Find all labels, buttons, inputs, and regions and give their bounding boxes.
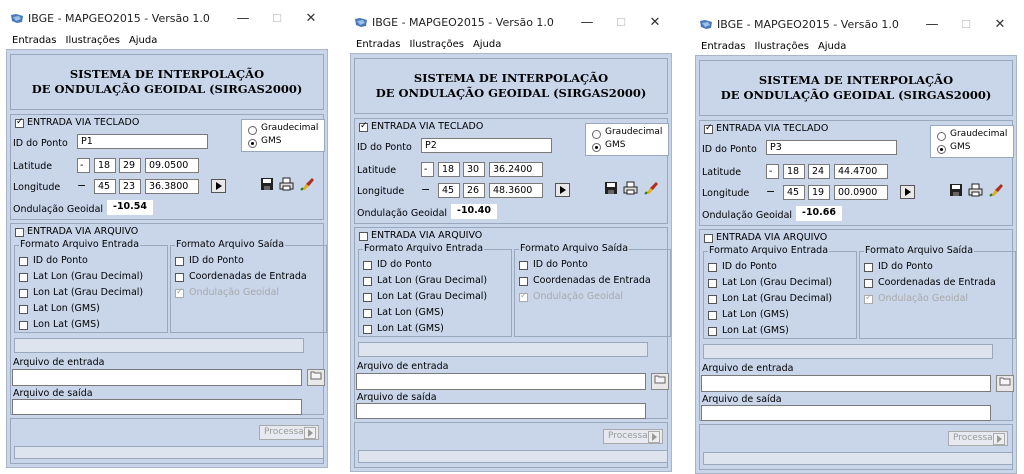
in-opt-checkbox-2[interactable] — [19, 273, 28, 282]
maximize-icon[interactable]: ☐ — [272, 12, 282, 25]
in-opt-checkbox-2[interactable] — [708, 279, 717, 288]
geoid-undulation-label: Ondulação Geoidal — [13, 204, 104, 215]
save-icon[interactable] — [602, 181, 619, 196]
save-icon[interactable] — [258, 177, 275, 192]
geoid-undulation-value: -10.40 — [451, 204, 497, 219]
file-entry-label: ENTRADA VIA ARQUIVO — [716, 232, 828, 243]
graudecimal-label: Graudecimal — [605, 127, 663, 137]
longitude-sign: − — [77, 179, 87, 192]
in-opt-checkbox-4[interactable] — [363, 309, 372, 318]
longitude-label: Longitude — [13, 182, 61, 193]
system-header — [10, 54, 324, 110]
in-opt-label-5: Lon Lat (GMS) — [722, 325, 789, 336]
output-format-group — [170, 239, 327, 333]
process-button-label: Processa — [608, 431, 648, 441]
output-format-title: Formato Arquivo Saída — [520, 243, 629, 254]
status-bar-field — [14, 338, 304, 353]
longitude-degrees-input[interactable]: 45 — [94, 179, 116, 194]
progress-bar — [703, 452, 1013, 465]
longitude-seconds-input[interactable]: 00.0900 — [834, 185, 888, 200]
window-title: IBGE - MAPGEO2015 - Versão 1.0 — [28, 12, 210, 25]
print-icon[interactable] — [278, 177, 295, 192]
client-area — [6, 49, 328, 468]
latitude-minutes-input[interactable]: 24 — [808, 164, 830, 179]
longitude-sign: − — [766, 185, 776, 198]
menu-bar — [695, 37, 1017, 55]
process-panel — [10, 418, 324, 464]
input-format-group — [358, 243, 512, 337]
longitude-label: Longitude — [357, 186, 405, 197]
point-id-label: ID do Ponto — [357, 142, 412, 153]
latitude-label: Latitude — [357, 165, 397, 176]
file-entry-panel — [699, 229, 1013, 421]
latitude-degrees-input[interactable]: 18 — [94, 158, 116, 173]
out-opt-label-3: Ondulação Geoidal — [878, 293, 969, 304]
in-opt-checkbox-5[interactable] — [363, 325, 372, 334]
menu-ajuda[interactable]: Ajuda — [128, 34, 158, 46]
in-opt-label-1: ID do Ponto — [377, 259, 432, 270]
coordinate-format-group — [585, 123, 669, 156]
latitude-degrees-input[interactable]: 18 — [783, 164, 805, 179]
process-arrow-icon — [993, 433, 1005, 445]
mapgeo-window-2 — [350, 10, 672, 472]
keyboard-entry-panel — [354, 118, 668, 224]
status-bar-field — [358, 342, 648, 357]
output-file-label: Arquivo de saída — [702, 394, 782, 405]
latitude-minutes-input[interactable]: 29 — [119, 158, 141, 173]
longitude-seconds-input[interactable]: 36.3800 — [145, 179, 199, 194]
process-button[interactable] — [948, 431, 1008, 446]
input-file-label: Arquivo de entrada — [13, 357, 105, 368]
keyboard-entry-checkbox[interactable] — [704, 125, 713, 134]
latitude-minutes-input[interactable]: 30 — [463, 162, 485, 177]
process-panel — [699, 424, 1013, 470]
open-folder-icon[interactable] — [996, 375, 1014, 392]
longitude-minutes-input[interactable]: 23 — [119, 179, 141, 194]
in-opt-label-5: Lon Lat (GMS) — [377, 323, 444, 334]
in-opt-checkbox-4[interactable] — [19, 305, 28, 314]
longitude-degrees-input[interactable]: 45 — [783, 185, 805, 200]
keyboard-entry-panel — [10, 114, 324, 220]
calculate-button[interactable] — [211, 179, 226, 193]
process-button[interactable] — [603, 429, 663, 444]
in-opt-label-2: Lat Lon (Grau Decimal) — [33, 271, 144, 282]
out-opt-checkbox-3[interactable] — [519, 293, 528, 302]
latitude-label: Latitude — [702, 167, 742, 178]
gms-radio[interactable] — [248, 139, 257, 148]
progress-bar — [358, 450, 668, 463]
header-line-2: DE ONDULAÇÃO GEOIDAL (SIRGAS2000) — [375, 86, 647, 100]
latitude-seconds-input[interactable]: 44.4700 — [834, 164, 888, 179]
process-arrow-icon — [648, 431, 660, 443]
menu-ajuda[interactable]: Ajuda — [472, 38, 502, 50]
input-file-label: Arquivo de entrada — [357, 361, 449, 372]
longitude-seconds-input[interactable]: 48.3600 — [489, 183, 543, 198]
title-bar — [695, 12, 1017, 37]
out-opt-checkbox-3[interactable] — [864, 295, 873, 304]
graudecimal-radio[interactable] — [937, 132, 946, 141]
print-icon[interactable] — [622, 181, 639, 196]
in-opt-label-1: ID do Ponto — [33, 255, 88, 266]
graudecimal-radio[interactable] — [592, 130, 601, 139]
in-opt-label-4: Lat Lon (GMS) — [33, 303, 100, 314]
out-opt-label-1: ID do Ponto — [878, 261, 933, 272]
clear-icon[interactable] — [988, 183, 1005, 198]
file-entry-checkbox[interactable] — [359, 232, 368, 241]
in-opt-checkbox-1[interactable] — [708, 263, 717, 272]
latitude-seconds-input[interactable]: 09.0500 — [145, 158, 199, 173]
point-id-input[interactable]: P3 — [766, 140, 897, 155]
graudecimal-label: Graudecimal — [950, 129, 1008, 139]
save-icon[interactable] — [947, 183, 964, 198]
out-opt-checkbox-1[interactable] — [175, 257, 184, 266]
coordinate-format-group — [930, 125, 1014, 158]
calculate-button[interactable] — [900, 185, 915, 199]
in-opt-label-4: Lat Lon (GMS) — [377, 307, 444, 318]
minimize-icon[interactable]: — — [580, 15, 594, 30]
maximize-icon[interactable]: ☐ — [616, 16, 626, 29]
gms-label: GMS — [950, 142, 971, 152]
window-title: IBGE - MAPGEO2015 - Versão 1.0 — [717, 18, 899, 31]
in-opt-checkbox-3[interactable] — [19, 289, 28, 298]
header-line-2: DE ONDULAÇÃO GEOIDAL (SIRGAS2000) — [31, 82, 303, 96]
in-opt-checkbox-3[interactable] — [363, 293, 372, 302]
header-line-1: SISTEMA DE INTERPOLAÇÃO — [413, 71, 609, 85]
menu-ilustracoes[interactable]: Ilustrações — [754, 40, 809, 52]
maximize-icon[interactable]: ☐ — [961, 18, 971, 31]
keyboard-entry-checkbox[interactable] — [15, 119, 24, 128]
graudecimal-radio[interactable] — [248, 126, 257, 135]
input-format-group — [703, 245, 857, 339]
mapgeo-window-3 — [695, 12, 1017, 474]
output-format-title: Formato Arquivo Saída — [176, 239, 285, 250]
minimize-icon[interactable]: — — [236, 11, 250, 26]
keyboard-entry-checkbox[interactable] — [359, 123, 368, 132]
keyboard-entry-label: ENTRADA VIA TECLADO — [27, 117, 140, 128]
point-id-input[interactable]: P1 — [77, 134, 208, 149]
longitude-degrees-input[interactable]: 45 — [438, 183, 460, 198]
process-button-label: Processa — [953, 433, 993, 443]
close-icon[interactable]: ✕ — [649, 15, 661, 30]
header-line-1: SISTEMA DE INTERPOLAÇÃO — [69, 67, 265, 81]
app-icon — [10, 13, 24, 24]
status-bar-field — [703, 344, 993, 359]
output-format-group — [514, 243, 671, 337]
output-file-label: Arquivo de saída — [357, 392, 437, 403]
output-file-label: Arquivo de saída — [13, 388, 93, 399]
minimize-icon[interactable]: — — [925, 17, 939, 32]
input-file-field[interactable] — [701, 375, 991, 392]
in-opt-label-4: Lat Lon (GMS) — [722, 309, 789, 320]
geoid-undulation-value: -10.54 — [107, 200, 153, 215]
input-format-title: Formato Arquivo Entrada — [364, 243, 484, 254]
out-opt-label-2: Coordenadas de Entrada — [189, 271, 307, 282]
file-entry-panel — [10, 223, 324, 415]
out-opt-checkbox-2[interactable] — [864, 279, 873, 288]
app-icon — [354, 17, 368, 28]
out-opt-checkbox-3[interactable] — [175, 289, 184, 298]
gms-radio[interactable] — [592, 143, 601, 152]
out-opt-checkbox-1[interactable] — [519, 261, 528, 270]
menu-entradas[interactable]: Entradas — [12, 34, 57, 46]
menu-entradas[interactable]: Entradas — [701, 40, 746, 52]
open-folder-icon[interactable] — [307, 369, 325, 386]
close-icon[interactable]: ✕ — [305, 11, 317, 26]
latitude-sign-input[interactable]: - — [766, 164, 779, 179]
latitude-sign-input[interactable]: - — [421, 162, 434, 177]
out-opt-label-1: ID do Ponto — [189, 255, 244, 266]
out-opt-label-3: Ondulação Geoidal — [533, 291, 624, 302]
latitude-seconds-input[interactable]: 36.2400 — [489, 162, 543, 177]
geoid-undulation-value: -10.66 — [796, 206, 842, 221]
mapgeo-window-1 — [6, 6, 328, 468]
header-line-1: SISTEMA DE INTERPOLAÇÃO — [758, 73, 954, 87]
in-opt-label-3: Lon Lat (Grau Decimal) — [33, 287, 144, 298]
close-icon[interactable]: ✕ — [994, 17, 1006, 32]
out-opt-checkbox-2[interactable] — [519, 277, 528, 286]
point-id-input[interactable]: P2 — [421, 138, 552, 153]
calculate-button[interactable] — [555, 183, 570, 197]
window-title: IBGE - MAPGEO2015 - Versão 1.0 — [372, 16, 554, 29]
longitude-minutes-input[interactable]: 26 — [463, 183, 485, 198]
menu-ajuda[interactable]: Ajuda — [817, 40, 847, 52]
process-arrow-icon — [304, 427, 316, 439]
title-bar — [6, 6, 328, 31]
menu-bar — [350, 35, 672, 53]
latitude-sign-input[interactable]: - — [77, 158, 90, 173]
point-id-label: ID do Ponto — [13, 138, 68, 149]
menu-bar — [6, 31, 328, 49]
print-icon[interactable] — [967, 183, 984, 198]
input-file-field[interactable] — [12, 369, 302, 386]
file-entry-checkbox[interactable] — [15, 228, 24, 237]
out-opt-label-1: ID do Ponto — [533, 259, 588, 270]
file-entry-label: ENTRADA VIA ARQUIVO — [371, 230, 483, 241]
client-area — [695, 55, 1017, 474]
in-opt-checkbox-4[interactable] — [708, 311, 717, 320]
system-header — [699, 60, 1013, 116]
progress-bar — [14, 446, 324, 459]
output-file-field[interactable] — [356, 403, 646, 419]
out-opt-label-2: Coordenadas de Entrada — [533, 275, 651, 286]
client-area — [350, 53, 672, 472]
in-opt-label-3: Lon Lat (Grau Decimal) — [377, 291, 488, 302]
gms-label: GMS — [605, 140, 626, 150]
in-opt-checkbox-1[interactable] — [19, 257, 28, 266]
geoid-undulation-label: Ondulação Geoidal — [702, 210, 793, 221]
clear-icon[interactable] — [299, 177, 316, 192]
system-header — [354, 58, 668, 114]
longitude-sign: − — [421, 183, 431, 196]
in-opt-label-2: Lat Lon (Grau Decimal) — [377, 275, 488, 286]
coordinate-format-group — [241, 119, 325, 152]
out-opt-label-2: Coordenadas de Entrada — [878, 277, 996, 288]
menu-ilustracoes[interactable]: Ilustrações — [409, 38, 464, 50]
in-opt-checkbox-2[interactable] — [363, 277, 372, 286]
menu-entradas[interactable]: Entradas — [356, 38, 401, 50]
gms-radio[interactable] — [937, 145, 946, 154]
latitude-degrees-input[interactable]: 18 — [438, 162, 460, 177]
process-button[interactable] — [259, 425, 319, 440]
input-format-title: Formato Arquivo Entrada — [709, 245, 829, 256]
output-format-title: Formato Arquivo Saída — [865, 245, 974, 256]
in-opt-checkbox-5[interactable] — [708, 327, 717, 336]
point-id-label: ID do Ponto — [702, 144, 757, 155]
output-format-group — [859, 245, 1016, 339]
out-opt-checkbox-1[interactable] — [864, 263, 873, 272]
input-format-group — [14, 239, 168, 333]
out-opt-checkbox-2[interactable] — [175, 273, 184, 282]
input-file-field[interactable] — [356, 373, 646, 390]
menu-ilustracoes[interactable]: Ilustrações — [65, 34, 120, 46]
gms-label: GMS — [261, 136, 282, 146]
in-opt-checkbox-3[interactable] — [708, 295, 717, 304]
keyboard-entry-panel — [699, 120, 1013, 226]
keyboard-entry-label: ENTRADA VIA TECLADO — [716, 123, 829, 134]
in-opt-label-2: Lat Lon (Grau Decimal) — [722, 277, 833, 288]
in-opt-label-5: Lon Lat (GMS) — [33, 319, 100, 330]
in-opt-checkbox-5[interactable] — [19, 321, 28, 330]
in-opt-checkbox-1[interactable] — [363, 261, 372, 270]
output-file-field[interactable] — [12, 399, 302, 415]
file-entry-checkbox[interactable] — [704, 234, 713, 243]
latitude-label: Latitude — [13, 161, 53, 172]
output-file-field[interactable] — [701, 405, 991, 421]
file-entry-label: ENTRADA VIA ARQUIVO — [27, 226, 139, 237]
out-opt-label-3: Ondulação Geoidal — [189, 287, 280, 298]
graudecimal-label: Graudecimal — [261, 123, 319, 133]
title-bar — [350, 10, 672, 35]
file-entry-panel — [354, 227, 668, 419]
process-panel — [354, 422, 668, 468]
longitude-minutes-input[interactable]: 19 — [808, 185, 830, 200]
in-opt-label-3: Lon Lat (Grau Decimal) — [722, 293, 833, 304]
process-button-label: Processa — [264, 427, 304, 437]
header-line-2: DE ONDULAÇÃO GEOIDAL (SIRGAS2000) — [720, 88, 992, 102]
app-icon — [699, 19, 713, 30]
longitude-label: Longitude — [702, 188, 750, 199]
open-folder-icon[interactable] — [651, 373, 669, 390]
in-opt-label-1: ID do Ponto — [722, 261, 777, 272]
clear-icon[interactable] — [643, 181, 660, 196]
keyboard-entry-label: ENTRADA VIA TECLADO — [371, 121, 484, 132]
geoid-undulation-label: Ondulação Geoidal — [357, 208, 448, 219]
input-file-label: Arquivo de entrada — [702, 363, 794, 374]
input-format-title: Formato Arquivo Entrada — [20, 239, 140, 250]
